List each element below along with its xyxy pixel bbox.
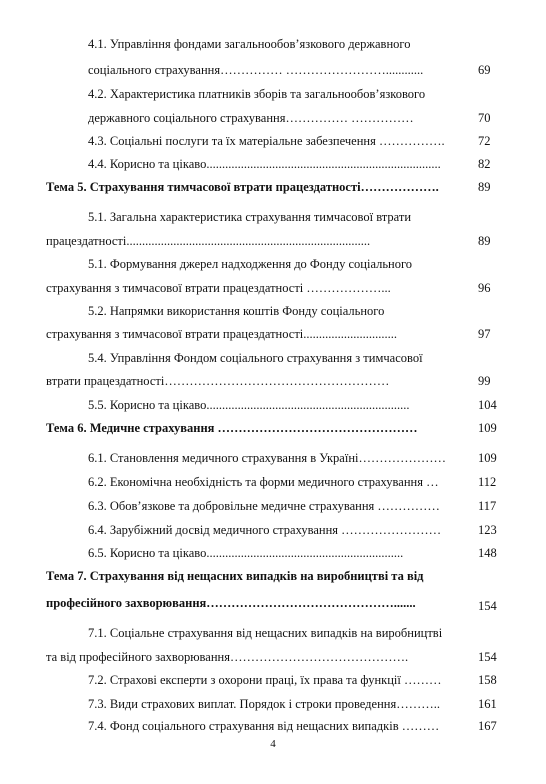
toc-entry-4-3-line1: 4.3. Соціальні послуги та їх матеріальне забезпечення ……………. xyxy=(88,134,445,148)
toc-entry-5-4-line2: втрати працездатності……………………………………………… xyxy=(46,374,390,388)
toc-entry-6-3-line1: 6.3. Обов’язкове та добровільне медичне страхування …………… xyxy=(88,499,440,513)
toc-entry-4-3-page: 72 xyxy=(478,134,491,148)
toc-entry-5-4-page: 99 xyxy=(478,374,491,388)
toc-entry-4-2-line1: 4.2. Характеристика платників зборів та загальнообов’язкового xyxy=(88,87,426,101)
toc-entry-6-2-page: 112 xyxy=(478,475,497,489)
toc-entry-4-4-page: 82 xyxy=(478,157,491,171)
toc-entry-6-1-line1: 6.1. Становлення медичного страхування в Україні………………… xyxy=(88,451,446,465)
toc-entry-4-1-line2: соціального страхування…………… ……………………............ xyxy=(88,63,424,77)
toc-entry-5-4-line1: 5.4. Управління Фондом соціального страхування з тимчасової xyxy=(88,351,423,365)
toc-entry-4-1-line1: 4.1. Управління фондами загальнообов’язкового державного xyxy=(88,37,411,51)
toc-entry-5-1b-page: 96 xyxy=(478,281,491,295)
toc-entry-5-5-line1: 5.5. Корисно та цікаво................................................................. xyxy=(88,398,410,412)
toc-entry-5-5-page: 104 xyxy=(478,398,497,412)
toc-entry-7-3-line1: 7.3. Види страхових виплат. Порядок і строки проведення……….. xyxy=(88,697,440,711)
toc-entry-7-2-line1: 7.2. Страхові експерти з охорони праці, їх права та функції ……… xyxy=(88,673,442,687)
toc-entry-5-2-line2: страхування з тимчасової втрати працездатності.............................. xyxy=(46,327,398,341)
toc-topic-7-page: 154 xyxy=(478,599,497,613)
toc-entry-5-1a-line2: працездатності.............................................................................. xyxy=(46,234,371,248)
toc-entry-7-1-line1: 7.1. Соціальне страхування від нещасних випадків на виробництві xyxy=(88,626,443,640)
toc-entry-7-2-page: 158 xyxy=(478,673,497,687)
toc-entry-7-4-line1: 7.4. Фонд соціального страхування від нещасних випадків ……… xyxy=(88,719,440,733)
toc-entry-6-5-page: 148 xyxy=(478,546,497,560)
toc-entry-6-4-line1: 6.4. Зарубіжний досвід медичного страхування …………………… xyxy=(88,523,442,537)
toc-entry-7-1-page: 154 xyxy=(478,650,497,664)
page-number: 4 xyxy=(270,738,276,750)
toc-entry-4-1-page: 69 xyxy=(478,63,491,77)
toc-entry-7-4-page: 167 xyxy=(478,719,497,733)
toc-entry-4-2-line2: державного соціального страхування…………… …………… xyxy=(88,111,414,125)
toc-entry-5-2-line1: 5.2. Напрямки використання коштів Фонду соціального xyxy=(88,304,385,318)
toc-entry-6-1-page: 109 xyxy=(478,451,497,465)
toc-entry-5-1b-line1: 5.1. Формування джерел надходження до Фонду соціального xyxy=(88,257,413,271)
toc-entry-6-3-page: 117 xyxy=(478,499,497,513)
toc-entry-7-3-page: 161 xyxy=(478,697,497,711)
toc-entry-5-1a-line1: 5.1. Загальна характеристика страхування тимчасової втрати xyxy=(88,210,412,224)
toc-topic-5-title: Тема 5. Страхування тимчасової втрати працездатності………………. xyxy=(46,180,439,194)
toc-entry-4-2-page: 70 xyxy=(478,111,491,125)
toc-entry-7-1-line2: та від професійного захворювання……………………………………. xyxy=(46,650,409,664)
toc-entry-6-2-line1: 6.2. Економічна необхідність та форми медичного страхування … xyxy=(88,475,439,489)
toc-topic-6-page: 109 xyxy=(478,421,497,435)
toc-entry-5-1a-page: 89 xyxy=(478,234,491,248)
toc-entry-6-5-line1: 6.5. Корисно та цікаво............................................................... xyxy=(88,546,404,560)
toc-topic-7-title-line2: професійного захворювання………………………………………....... xyxy=(46,596,416,610)
toc-entry-5-1b-line2: страхування з тимчасової втрати працездатності ………………... xyxy=(46,281,391,295)
toc-topic-6-title: Тема 6. Медичне страхування ………………………………………… xyxy=(46,421,418,435)
toc-entry-4-4-line1: 4.4. Корисно та цікаво........................................................................... xyxy=(88,157,441,171)
toc-entry-5-2-page: 97 xyxy=(478,327,491,341)
toc-entry-6-4-page: 123 xyxy=(478,523,497,537)
toc-topic-5-page: 89 xyxy=(478,180,491,194)
toc-topic-7-title-line1: Тема 7. Страхування від нещасних випадків на виробництві та від xyxy=(46,569,424,583)
